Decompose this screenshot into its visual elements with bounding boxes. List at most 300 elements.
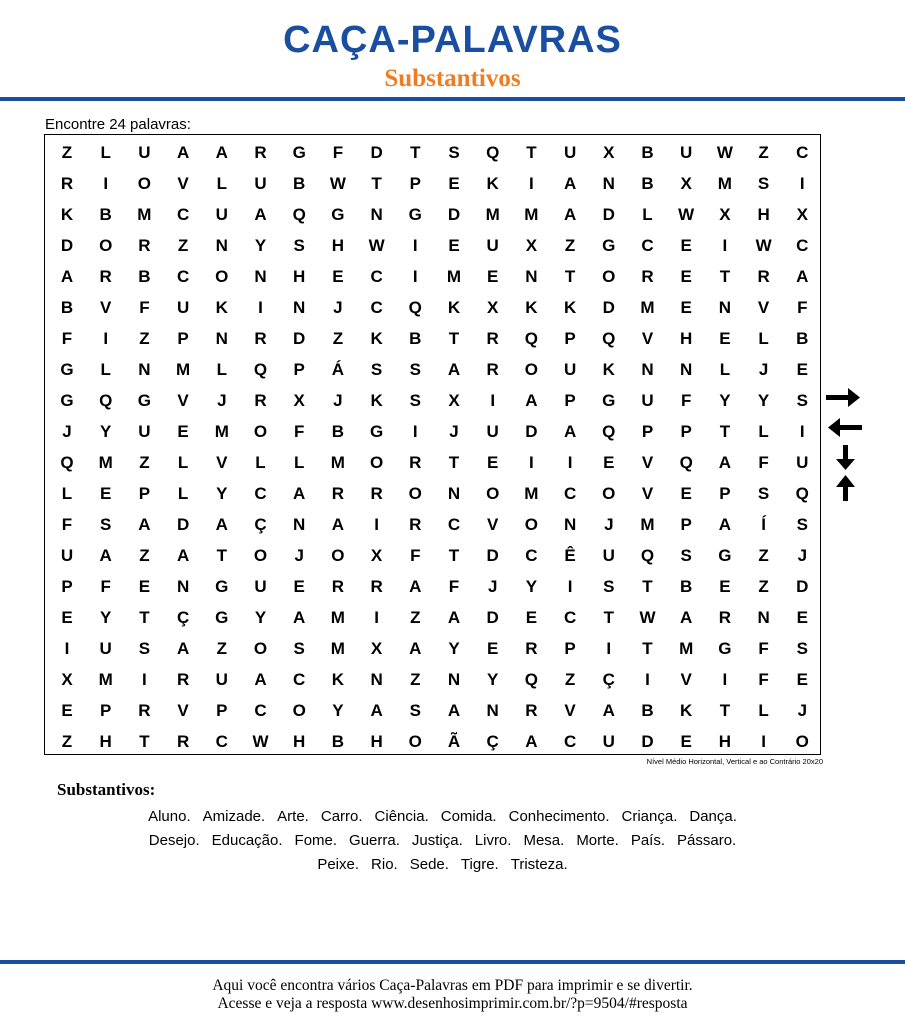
grid-cell: A <box>293 484 306 503</box>
grid-cell: X <box>293 391 305 410</box>
word-item: Amizade. <box>202 808 266 825</box>
grid-cell: E <box>487 453 499 472</box>
grid-cell: X <box>603 143 615 162</box>
grid-cell: J <box>797 701 808 720</box>
grid-cell: N <box>486 701 499 720</box>
grid-cell: I <box>258 298 263 317</box>
grid-cell: A <box>370 701 383 720</box>
grid-cell: A <box>176 639 190 658</box>
grid-cell: Q <box>795 484 809 503</box>
grid-cell: N <box>525 267 538 286</box>
grid-cell: R <box>486 329 499 348</box>
word-item: Rio. <box>371 856 398 873</box>
grid-cell: I <box>529 453 534 472</box>
grid-cell: T <box>719 701 731 720</box>
page-subtitle: Substantivos <box>384 65 521 92</box>
grid-row <box>45 292 820 323</box>
grid-cell: T <box>371 174 382 193</box>
grid-cell: A <box>138 515 151 534</box>
arrow-left-icon <box>828 418 862 437</box>
grid-cell: Y <box>448 639 460 658</box>
grid-cell: Á <box>331 360 345 379</box>
grid-row <box>45 478 820 509</box>
grid-cell: B <box>409 329 422 348</box>
grid-cell: A <box>447 701 461 720</box>
grid-cell: O <box>486 484 500 503</box>
grid-cell: D <box>293 329 306 348</box>
grid-cell: U <box>486 422 499 441</box>
grid-cell: X <box>370 639 383 658</box>
grid-cell: I <box>567 453 573 472</box>
grid-cell: B <box>293 174 306 193</box>
grid-cell: P <box>719 484 731 503</box>
grid-cell: I <box>412 267 418 286</box>
grid-cell: T <box>603 608 614 627</box>
word-list-title: Substantivos: <box>57 780 156 799</box>
grid-cell: Y <box>719 391 731 410</box>
grid-cell: S <box>293 236 305 255</box>
grid-cell: V <box>100 298 112 317</box>
grid-cell: U <box>563 360 577 379</box>
grid-cell: L <box>177 484 189 503</box>
grid-cell: S <box>409 360 421 379</box>
grid-cell: E <box>177 422 189 441</box>
grid-cell: F <box>61 515 73 534</box>
word-list-line <box>0 832 885 849</box>
grid-cell: I <box>761 732 766 751</box>
grid-cell: R <box>254 391 267 410</box>
grid-cell: A <box>99 546 112 565</box>
grid-cell: A <box>563 174 577 193</box>
grid-cell: I <box>103 174 109 193</box>
grid-cell: N <box>447 670 461 689</box>
grid-cell: C <box>796 236 809 255</box>
grid-cell: E <box>719 329 731 348</box>
grid-cell: I <box>142 670 147 689</box>
grid-cell: S <box>796 639 808 658</box>
grid-cell: K <box>331 670 345 689</box>
grid-cell: E <box>332 267 344 286</box>
grid-cell: N <box>138 360 151 379</box>
grid-cell: R <box>641 267 654 286</box>
grid-cell: L <box>100 143 111 162</box>
word-item: Pássaro. <box>677 832 737 849</box>
grid-cell: A <box>563 205 577 224</box>
grid-cell: D <box>370 143 383 162</box>
grid-cell: Y <box>332 701 344 720</box>
grid-cell: U <box>215 205 228 224</box>
grid-cell: E <box>487 267 499 286</box>
grid-cell: I <box>722 670 728 689</box>
word-item: Carro. <box>320 808 363 825</box>
grid-cell: P <box>564 329 576 348</box>
grid-cell: G <box>215 577 229 596</box>
arrow-down-icon <box>836 445 855 470</box>
grid-cell: U <box>486 236 499 255</box>
grid-cell: K <box>563 298 577 317</box>
grid-cell: A <box>680 608 693 627</box>
grid-cell: I <box>722 236 728 255</box>
grid-cell: S <box>603 577 615 596</box>
word-item: Guerra. <box>349 832 400 849</box>
grid-cell: Q <box>60 453 74 472</box>
grid-cell: N <box>757 608 770 627</box>
grid-cell: N <box>447 484 461 503</box>
grid-cell: M <box>524 484 539 503</box>
grid-cell: R <box>254 329 267 348</box>
grid-cell: Q <box>640 546 655 565</box>
grid-cell: B <box>138 267 151 286</box>
grid-cell: P <box>293 360 305 379</box>
grid-cell: E <box>61 608 73 627</box>
grid-cell: Q <box>253 360 268 379</box>
grid-cell: M <box>214 422 229 441</box>
grid-cell: R <box>99 267 112 286</box>
word-item: Mesa. <box>523 832 565 849</box>
grid-cell: I <box>799 174 805 193</box>
grid-cell: P <box>409 174 421 193</box>
grid-cell: K <box>370 391 383 410</box>
word-item: Arte. <box>277 808 309 825</box>
grid-cell: M <box>330 608 345 627</box>
word-item: Aluno. <box>148 808 191 825</box>
grid-cell: L <box>216 174 227 193</box>
grid-cell: A <box>215 143 228 162</box>
grid-cell: B <box>331 732 345 751</box>
grid-cell: U <box>99 639 112 658</box>
grid-row <box>45 385 820 416</box>
grid-cell: M <box>679 639 694 658</box>
grid-cell: A <box>409 639 422 658</box>
grid-cell: O <box>253 639 268 658</box>
grid-cell: X <box>487 298 499 317</box>
grid-cell: T <box>139 608 150 627</box>
grid-cell: B <box>99 205 112 224</box>
grid-cell: U <box>254 577 267 596</box>
grid-cell: D <box>486 608 499 627</box>
grid-cell: A <box>718 453 732 472</box>
grid-cell: P <box>100 701 112 720</box>
grid-cell: G <box>60 391 74 410</box>
grid-row <box>45 695 820 726</box>
grid-cell: O <box>602 484 616 503</box>
word-item: Conhecimento. <box>508 808 610 825</box>
grid-cell: N <box>602 174 615 193</box>
grid-cell: S <box>370 360 383 379</box>
grid-cell: E <box>448 236 460 255</box>
grid-cell: M <box>717 174 732 193</box>
word-item: Fome. <box>294 832 338 849</box>
grid-cell: N <box>641 360 654 379</box>
grid-cell: D <box>486 546 499 565</box>
grid-cell: Y <box>100 608 112 627</box>
grid-cell: U <box>60 546 74 565</box>
grid-cell: K <box>602 360 615 379</box>
grid-cell: F <box>139 298 150 317</box>
grid-cell: S <box>796 515 808 534</box>
grid-cell: A <box>525 732 538 751</box>
grid-cell: O <box>602 267 616 286</box>
grid-cell: X <box>61 670 73 689</box>
grid-cell: S <box>138 639 151 658</box>
grid-cell: Y <box>487 670 499 689</box>
grid-cell: R <box>331 484 345 503</box>
grid-cell: C <box>563 484 577 503</box>
grid-cell: Z <box>177 236 189 255</box>
grid-cell: M <box>485 205 500 224</box>
grid-cell: R <box>60 174 74 193</box>
grid-cell: V <box>177 174 189 193</box>
grid-cell: I <box>103 329 109 348</box>
grid-cell: D <box>796 577 809 596</box>
grid-cell: U <box>602 732 615 751</box>
grid-cell: E <box>100 484 112 503</box>
grid-cell: E <box>680 298 692 317</box>
grid-cell: M <box>524 205 539 224</box>
grid-cell: O <box>137 174 151 193</box>
word-item: Tigre. <box>460 856 499 873</box>
grid-cell: K <box>525 298 538 317</box>
word-search-grid <box>44 134 821 755</box>
grid-cell: U <box>138 422 151 441</box>
grid-cell: P <box>641 422 654 441</box>
grid-cell: W <box>639 608 656 627</box>
grid-cell: L <box>177 453 189 472</box>
grid-cell: I <box>64 639 70 658</box>
grid-row <box>45 633 820 664</box>
grid-cell: A <box>176 546 190 565</box>
grid-cell: R <box>370 577 383 596</box>
grid-cell: I <box>374 515 379 534</box>
grid-cell: J <box>333 391 343 410</box>
grid-cell: Ã <box>447 732 461 751</box>
grid-cell: N <box>370 670 383 689</box>
grid-cell: C <box>176 267 190 286</box>
grid-cell: E <box>680 732 692 751</box>
grid-cell: R <box>757 267 770 286</box>
grid-cell: Q <box>486 143 500 162</box>
grid-cell: Z <box>216 639 227 658</box>
grid-cell: C <box>370 267 383 286</box>
grid-cell: L <box>758 422 769 441</box>
grid-cell: G <box>602 236 616 255</box>
grid-cell: B <box>641 701 654 720</box>
grid-cell: N <box>215 236 228 255</box>
grid-cell: E <box>525 608 538 627</box>
grid-cell: N <box>563 515 577 534</box>
grid-cell: R <box>331 577 345 596</box>
grid-cell: M <box>137 205 152 224</box>
grid-cell: N <box>176 577 190 596</box>
grid-cell: N <box>254 267 267 286</box>
grid-row <box>45 540 820 571</box>
grid-row <box>45 602 820 633</box>
grid-cell: U <box>176 298 190 317</box>
grid-cell: C <box>254 484 267 503</box>
grid-cell: A <box>718 515 732 534</box>
grid-row <box>45 199 820 230</box>
word-item: Educação. <box>211 832 283 849</box>
grid-cell: S <box>100 515 112 534</box>
grid-row <box>45 168 820 199</box>
grid-cell: Z <box>139 453 150 472</box>
grid-cell: I <box>490 391 496 410</box>
grid-cell: D <box>525 422 538 441</box>
grid-cell: Q <box>524 670 538 689</box>
grid-cell: D <box>602 205 615 224</box>
grid-cell: A <box>254 670 267 689</box>
grid-cell: O <box>795 732 809 751</box>
grid-cell: X <box>719 205 731 224</box>
grid-cell: P <box>216 701 228 720</box>
grid-cell: W <box>329 174 346 193</box>
grid-cell: T <box>526 143 537 162</box>
grid-cell: V <box>680 670 692 689</box>
grid-cell: L <box>758 329 769 348</box>
grid-cell: T <box>448 546 460 565</box>
grid-cell: Q <box>602 329 616 348</box>
grid-cell: R <box>176 732 190 751</box>
grid-cell: H <box>293 267 306 286</box>
grid-cell: K <box>447 298 461 317</box>
grid-cell: C <box>525 546 538 565</box>
grid-cell: N <box>293 298 306 317</box>
grid-cell: S <box>409 391 421 410</box>
grid-cell: C <box>563 608 577 627</box>
grid-cell: B <box>680 577 693 596</box>
grid-cell: U <box>680 143 693 162</box>
word-list-line <box>0 808 885 825</box>
grid-cell: M <box>98 670 113 689</box>
grid-cell: U <box>138 143 151 162</box>
grid-cell: T <box>642 577 653 596</box>
word-item: Morte. <box>576 832 619 849</box>
grid-cell: O <box>292 701 306 720</box>
grid-cell: S <box>680 546 692 565</box>
grid-cell: V <box>216 453 228 472</box>
grid-cell: Z <box>139 546 150 565</box>
grid-cell: N <box>215 329 228 348</box>
grid-cell: Q <box>292 205 306 224</box>
grid-cell: C <box>447 515 461 534</box>
grid-cell: S <box>293 639 305 658</box>
grid-cell: U <box>215 670 228 689</box>
grid-row <box>45 323 820 354</box>
grid-cell: R <box>254 143 267 162</box>
grid-cell: B <box>641 143 654 162</box>
grid-cell: D <box>447 205 461 224</box>
grid-cell: T <box>642 639 653 658</box>
grid-cell: I <box>529 174 534 193</box>
grid-cell: J <box>294 546 304 565</box>
grid-cell: O <box>369 453 384 472</box>
footer-line-2: Acesse e veja a resposta www.desenhosimprimir.com.br/?p=9504/#resposta <box>217 995 688 1012</box>
grid-cell: D <box>176 515 190 534</box>
grid-cell: E <box>719 577 731 596</box>
grid-cell: F <box>332 143 344 162</box>
grid-cell: S <box>796 391 808 410</box>
direction-arrows <box>822 385 866 503</box>
grid-cell: Z <box>61 732 73 751</box>
grid-cell: J <box>487 577 498 596</box>
grid-cell: L <box>61 484 73 503</box>
grid-cell: E <box>448 174 460 193</box>
grid-cell: U <box>641 391 654 410</box>
grid-cell: A <box>331 515 345 534</box>
grid-row <box>45 354 820 385</box>
grid-cell: D <box>602 298 615 317</box>
grid-cell: Z <box>139 329 150 348</box>
grid-cell: I <box>567 577 573 596</box>
grid-cell: C <box>215 732 228 751</box>
grid-cell: T <box>139 732 150 751</box>
grid-cell: F <box>61 329 73 348</box>
grid-cell: J <box>217 391 227 410</box>
instruction-text: Encontre 24 palavras: <box>45 116 191 133</box>
grid-cell: R <box>409 515 422 534</box>
grid-cell: R <box>486 360 499 379</box>
grid-cell: Y <box>254 236 267 255</box>
grid-cell: Y <box>100 422 112 441</box>
grid-cell: R <box>525 639 538 658</box>
grid-cell: Y <box>757 391 770 410</box>
grid-cell: N <box>718 298 732 317</box>
grid-cell: P <box>61 577 73 596</box>
grid-cell: F <box>410 546 421 565</box>
grid-cell: G <box>718 546 732 565</box>
grid-cell: L <box>758 701 769 720</box>
grid-cell: Q <box>99 391 113 410</box>
grid-cell: W <box>252 732 269 751</box>
grid-cell: A <box>293 608 306 627</box>
grid-cell: R <box>176 670 190 689</box>
grid-cell: P <box>680 515 692 534</box>
grid-cell: T <box>719 422 731 441</box>
word-item: Justiça. <box>411 832 463 849</box>
grid-cell: Ç <box>176 608 190 627</box>
grid-cell: A <box>602 701 615 720</box>
grid-cell: R <box>370 484 383 503</box>
grid-cell: R <box>525 701 538 720</box>
word-item: Tristeza. <box>510 856 568 873</box>
grid-cell: D <box>60 236 74 255</box>
grid-cell: M <box>640 515 655 534</box>
grid-cell: G <box>602 391 616 410</box>
grid-cell: R <box>409 453 422 472</box>
grid-row <box>45 137 820 168</box>
grid-cell: L <box>293 453 305 472</box>
grid-cell: F <box>797 298 808 317</box>
grid-cell: S <box>757 484 770 503</box>
grid-cell: E <box>680 484 692 503</box>
grid-cell: C <box>176 205 190 224</box>
grid-cell: Z <box>564 236 576 255</box>
grid-cell: C <box>641 236 654 255</box>
grid-cell: B <box>641 174 654 193</box>
grid-cell: H <box>293 732 306 751</box>
grid-cell: Y <box>254 608 267 627</box>
grid-cell: W <box>716 143 733 162</box>
grid-cell: J <box>449 422 459 441</box>
grid-cell: R <box>718 608 732 627</box>
grid-cell: X <box>448 391 460 410</box>
grid-cell: S <box>448 143 460 162</box>
grid-cell: F <box>293 422 305 441</box>
grid-cell: Q <box>679 453 693 472</box>
grid-cell: O <box>253 422 268 441</box>
word-item: Peixe. <box>317 856 360 873</box>
grid-cell: A <box>563 422 577 441</box>
